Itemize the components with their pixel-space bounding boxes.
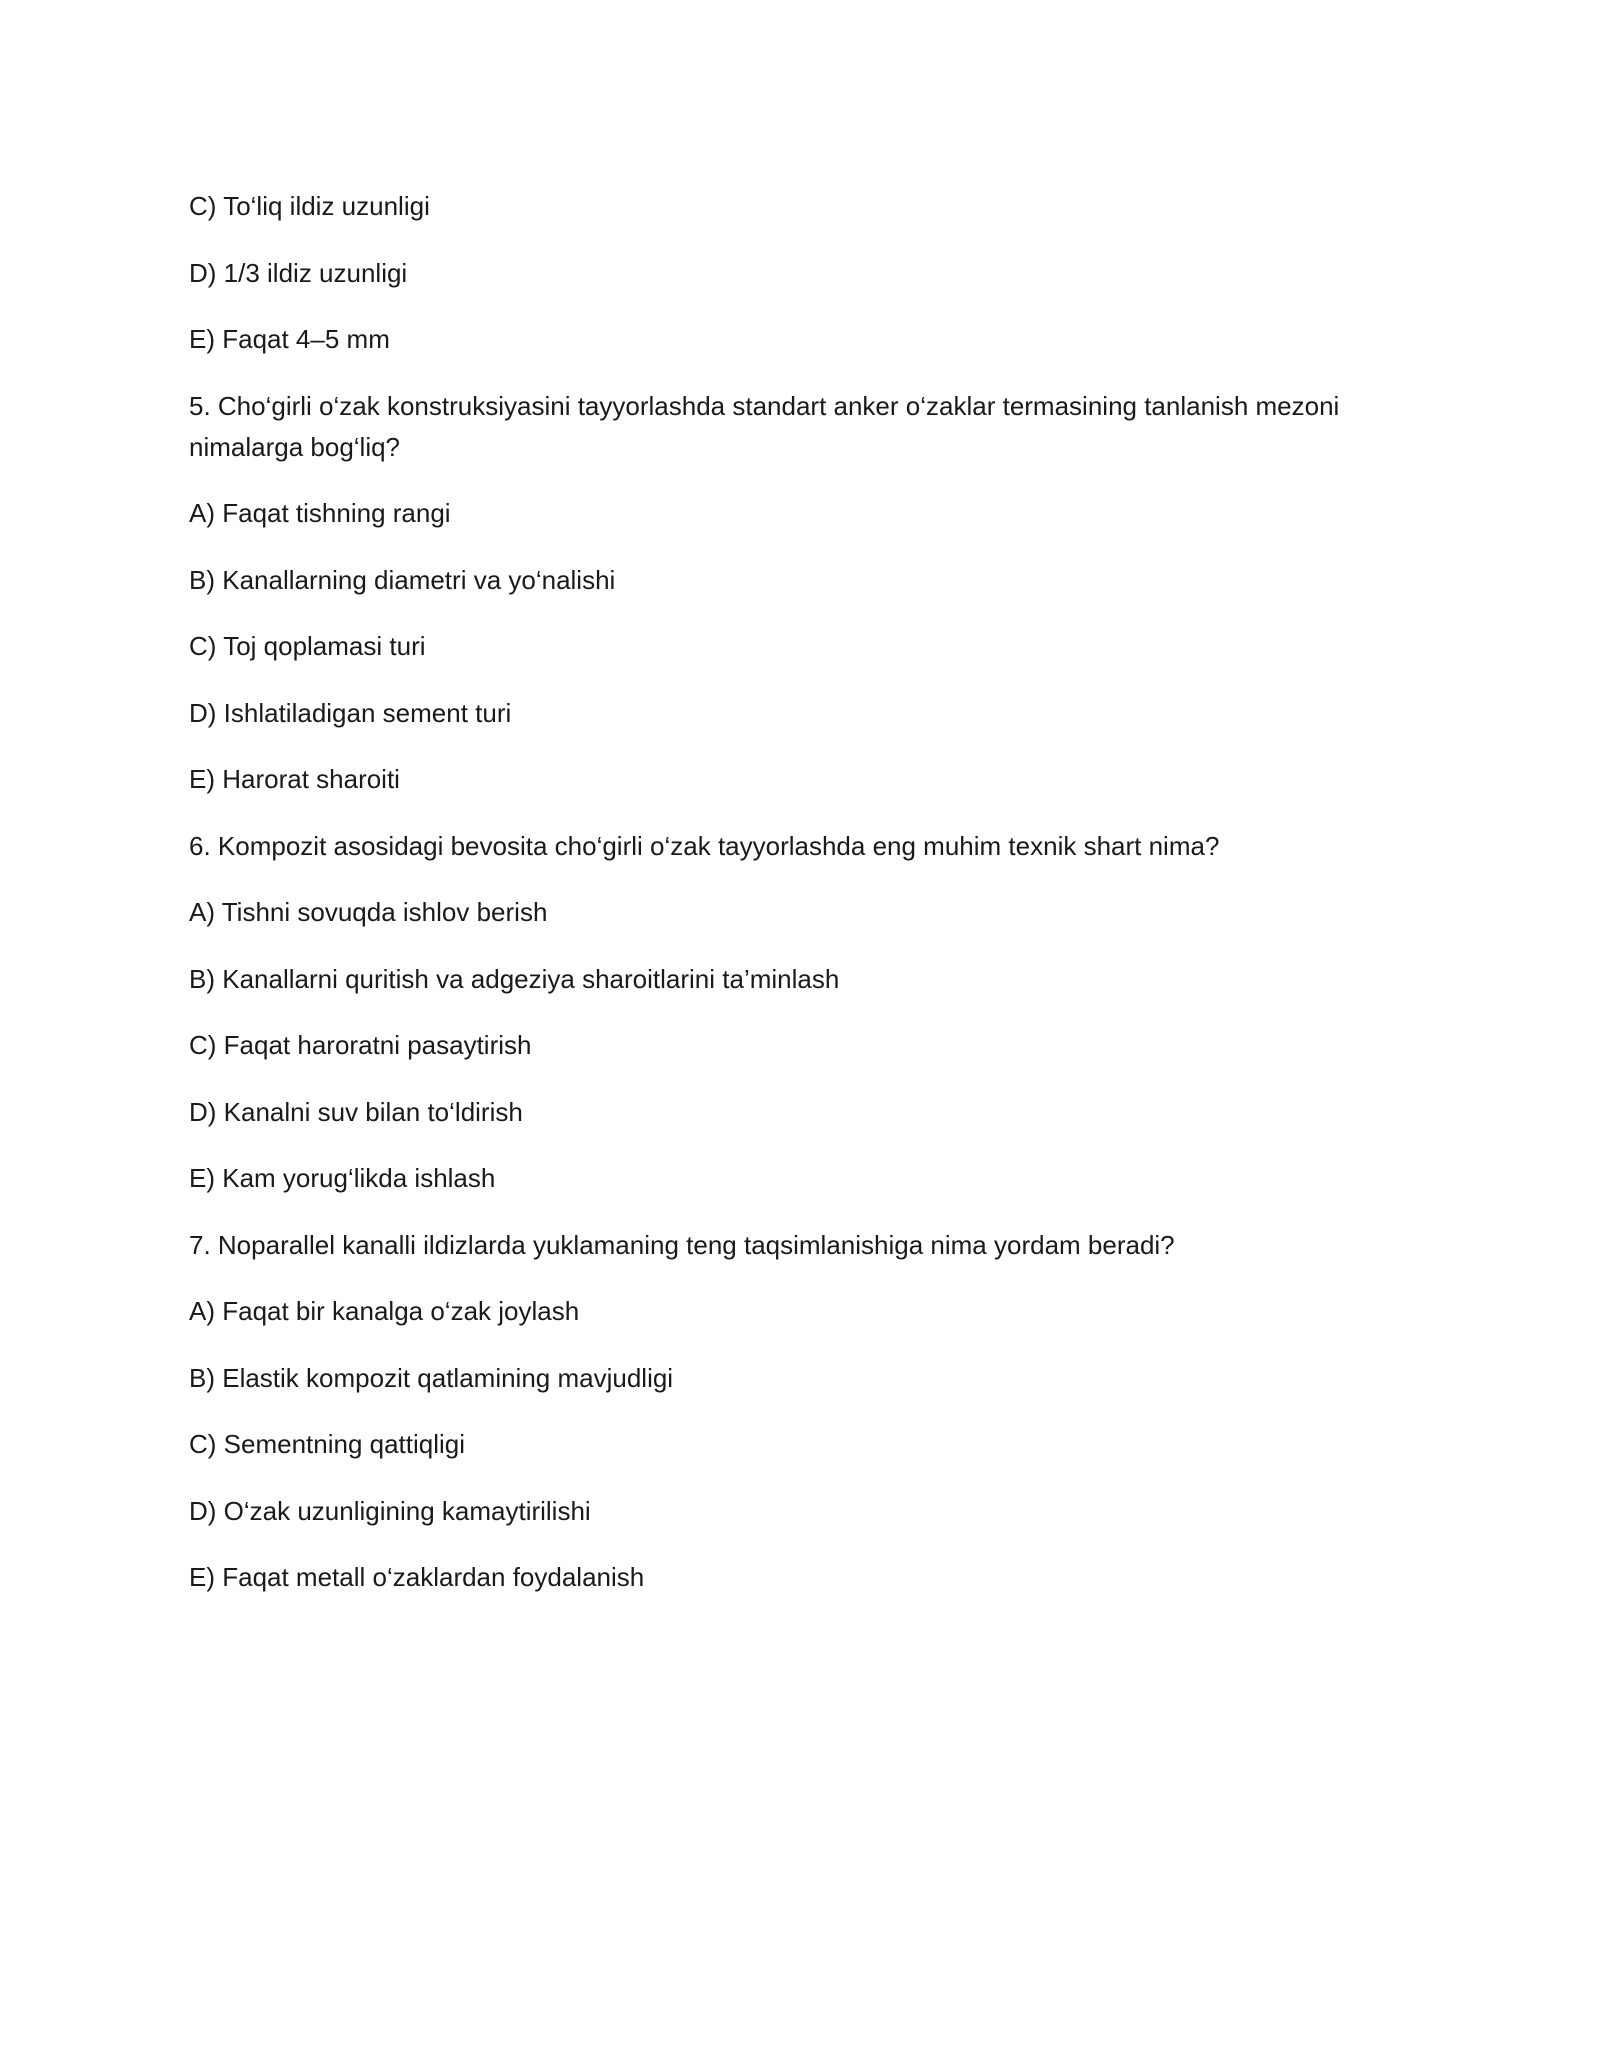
answer-option: B) Elastik kompozit qatlamining mavjudligi xyxy=(189,1362,674,1393)
answer-option: B) Kanallarning diametri va yo‘nalishi xyxy=(189,564,616,595)
answer-option: B) Kanallarni quritish va adgeziya sharoitlarini ta’minlash xyxy=(189,963,840,994)
answer-option: D) Ishlatiladigan sement turi xyxy=(189,697,512,728)
answer-option: D) O‘zak uzunligining kamaytirilishi xyxy=(189,1495,591,1526)
answer-option: C) Faqat haroratni pasaytirish xyxy=(189,1030,532,1060)
answer-option: C) Toj qoplamasi turi xyxy=(189,631,426,661)
question-text: 6. Kompozit asosidagi bevosita cho‘girli o‘zak tayyorlashda eng muhim texnik shart nima? xyxy=(189,830,1220,861)
answer-option: A) Tishni sovuqda ishlov berish xyxy=(189,897,548,927)
answer-option: C) Sementning qattiqligi xyxy=(189,1429,466,1459)
answer-option: D) Kanalni suv bilan to‘ldirish xyxy=(189,1096,523,1127)
answer-option: E) Harorat sharoiti xyxy=(189,764,400,794)
answer-option: D) 1/3 ildiz uzunligi xyxy=(189,257,408,288)
question-text: 5. Cho‘girli o‘zak konstruksiyasini tayyorlashda standart anker o‘zaklar termasining tanlanish mezoni nimalarga bog‘liq? xyxy=(189,390,1340,462)
answer-option: E) Faqat 4–5 mm xyxy=(189,324,390,354)
question-text: 7. Noparallel kanalli ildizlarda yuklamaning teng taqsimlanishiga nima yordam beradi? xyxy=(189,1229,1175,1260)
answer-option: E) Faqat metall o‘zaklardan foydalanish xyxy=(189,1562,645,1592)
answer-option: A) Faqat tishning rangi xyxy=(189,498,451,528)
document-body xyxy=(189,186,1419,1624)
answer-option: C) To‘liq ildiz uzunligi xyxy=(189,191,430,221)
answer-option: E) Kam yorug‘likda ishlash xyxy=(189,1163,496,1193)
answer-option: A) Faqat bir kanalga o‘zak joylash xyxy=(189,1296,580,1326)
